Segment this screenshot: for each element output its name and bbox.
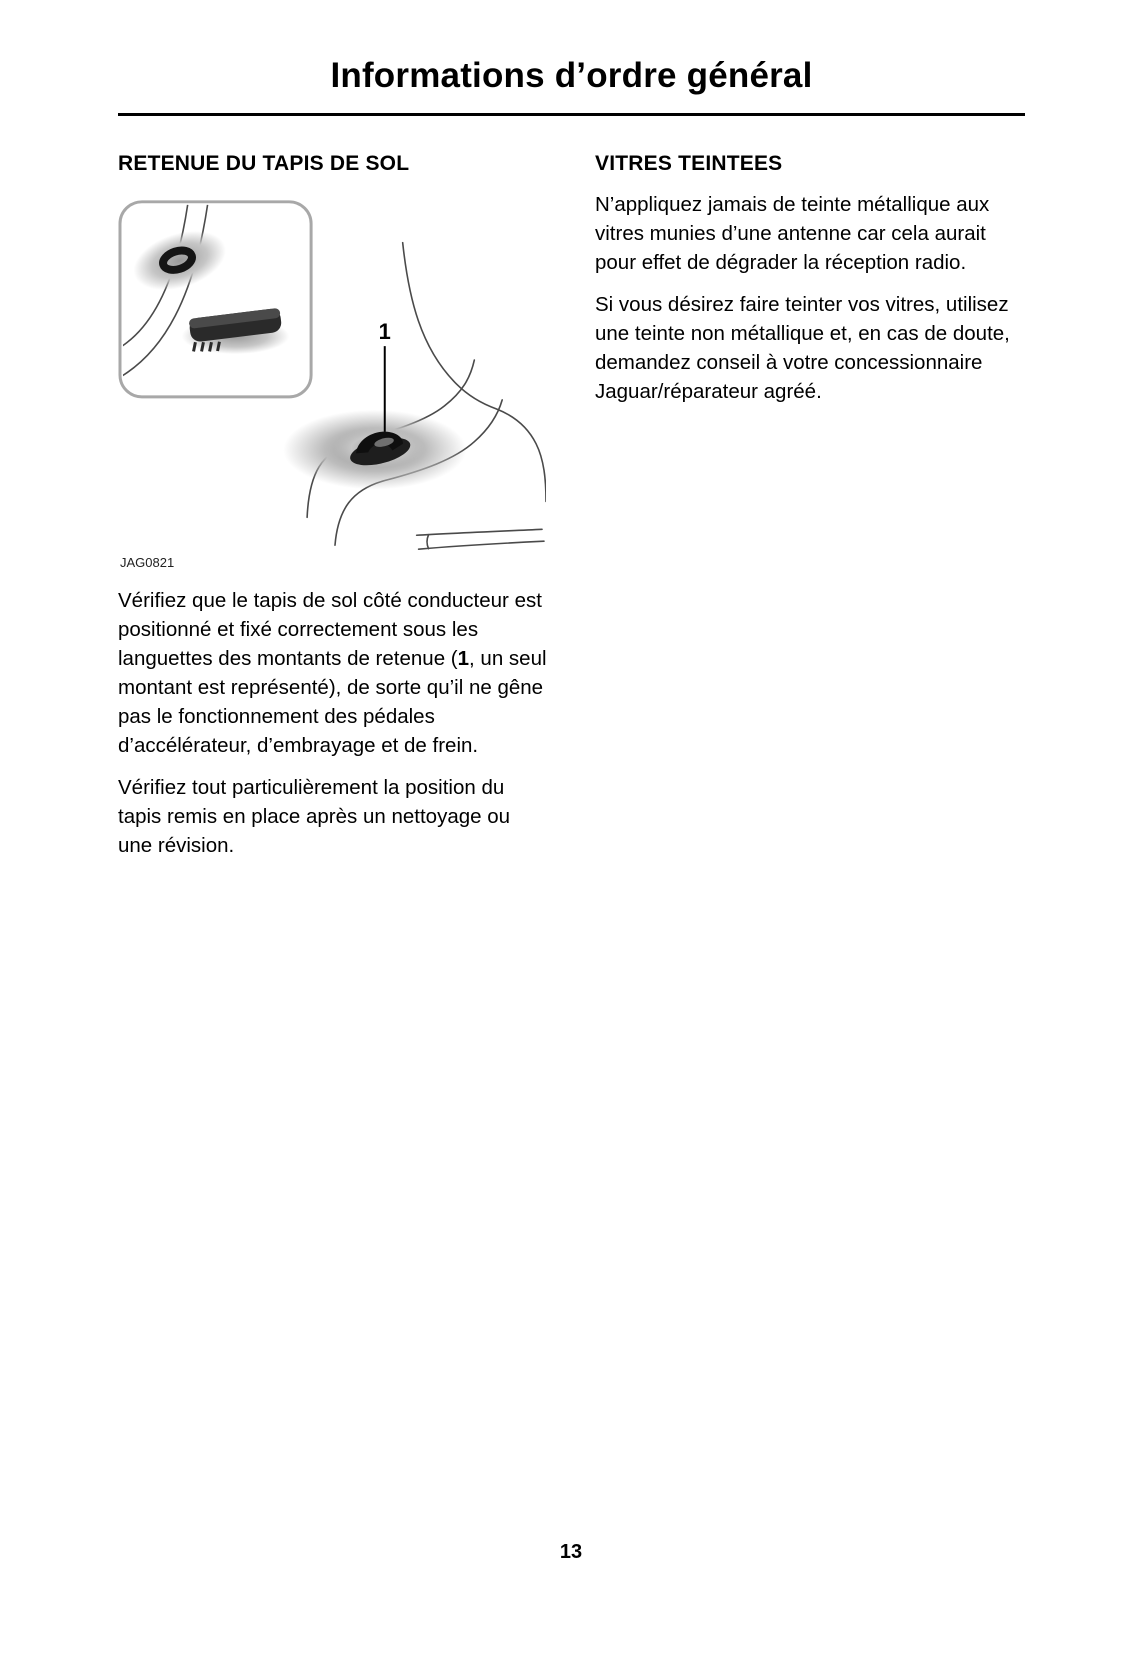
paragraph-text: , un seul montant est représenté), de sorte qu’il ne gêne pas le fonctionnement des pédales d’accélérateur, d’embrayage et de frein. <box>118 647 547 757</box>
paragraph-tinted-2: Si vous désirez faire teinter vos vitres, utilisez une teinte non métallique et, en cas de doute, demandez conseil à votre concessionnaire Jaguar/réparateur agréé. <box>595 293 1010 403</box>
figure-reference-code: JAG0821 <box>120 555 175 570</box>
paragraph-floor-mat-1 <box>118 586 548 760</box>
inset-detail-box <box>120 202 311 397</box>
callout-reference: 1 <box>457 647 470 670</box>
title-rule <box>118 113 1025 116</box>
paragraph-tinted-1: N’appliquez jamais de teinte métallique aux vitres munies d’une antenne car cela aurait pour effet de dégrader la réception radio. <box>595 193 990 274</box>
content-columns <box>118 152 1025 873</box>
page-title: Informations d’ordre général <box>330 56 813 95</box>
footwell-outline <box>307 243 546 550</box>
floor-mat-drawing <box>118 198 546 553</box>
paragraph-floor-mat-2: Vérifiez tout particulièrement la position du tapis remis en place après un nettoyage ou une révision. <box>118 776 511 857</box>
page-number: 13 <box>559 1541 583 1563</box>
right-column <box>595 152 1025 873</box>
section-heading-floor-mat: RETENUE DU TAPIS DE SOL <box>118 152 410 175</box>
figure-callout: 1 <box>378 319 391 345</box>
paragraph-text: Vérifiez que le tapis de sol côté conducteur est positionné et fixé correctement sous les languettes des montants de retenue ( <box>118 589 542 670</box>
floor-mat-illustration <box>118 198 546 553</box>
section-heading-tinted-windows: VITRES TEINTEES <box>595 152 783 175</box>
left-column <box>118 152 548 873</box>
